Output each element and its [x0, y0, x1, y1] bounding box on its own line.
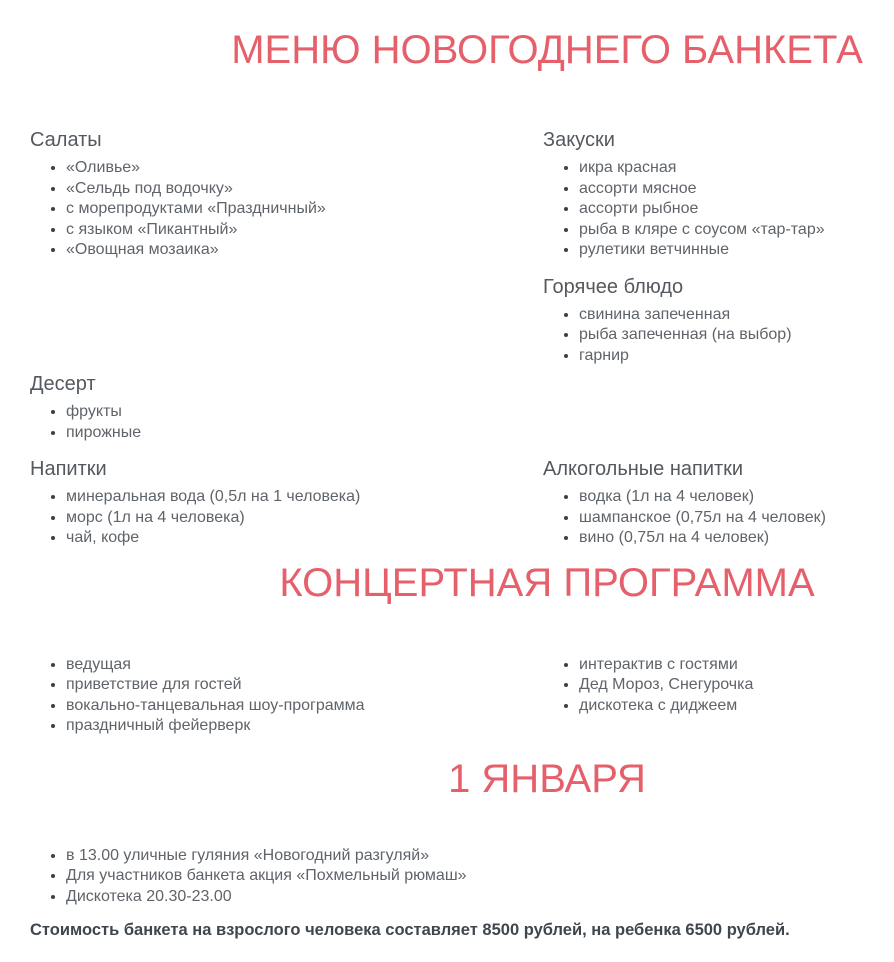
list-item: • «Оливье»: [66, 158, 543, 179]
list-item: • Для участников банкета акция «Похмельный рюмаш»: [66, 866, 880, 887]
section-snacks: [543, 128, 880, 261]
january-events-list: [30, 846, 880, 908]
list-item: • ассорти рыбное: [579, 199, 880, 220]
drinks-list: [30, 487, 543, 549]
list-item: • чай, кофе: [66, 528, 543, 549]
section-hot-dish: [543, 275, 880, 367]
drinks-heading: Напитки: [30, 458, 107, 480]
hot-dish-list: [543, 305, 880, 367]
list-item: • «Сельдь под водочку»: [66, 179, 543, 200]
section-drinks: [30, 457, 543, 549]
list-item: • шампанское (0,75л на 4 человек): [579, 508, 880, 529]
list-item: • с языком «Пикантный»: [66, 220, 543, 241]
alcohol-list: [543, 487, 880, 549]
list-item: • рулетики ветчинные: [579, 240, 880, 261]
list-item: • дискотека с диджеем: [579, 696, 880, 717]
section-dessert: [30, 372, 543, 443]
list-item: • ассорти мясное: [579, 179, 880, 200]
menu-sections: [30, 128, 880, 549]
list-item: • в 13.00 уличные гуляния «Новогодний разгуляй»: [66, 846, 880, 867]
menu-right-column: [543, 128, 880, 366]
list-item: • «Овощная мозаика»: [66, 240, 543, 261]
dessert-list: [30, 402, 543, 443]
list-item: • интерактив с гостями: [579, 655, 880, 676]
list-item: • свинина запеченная: [579, 305, 880, 326]
section-salads: [30, 128, 543, 366]
list-item: • фрукты: [66, 402, 543, 423]
list-item: • ведущая: [66, 655, 543, 676]
list-item: • водка (1л на 4 человек): [579, 487, 880, 508]
list-item: • гарнир: [579, 346, 880, 367]
dessert-heading: Десерт: [30, 373, 96, 395]
price-note: Стоимость банкета на взрослого человека составляет 8500 рублей, на ребенка 6500 рублей.: [30, 921, 790, 939]
salads-heading: Салаты: [30, 129, 102, 151]
list-item: • пирожные: [66, 423, 543, 444]
snacks-list: [543, 158, 880, 261]
section-alcohol: [543, 457, 880, 549]
list-item: • рыба запеченная (на выбор): [579, 325, 880, 346]
list-item: • минеральная вода (0,5л на 1 человека): [66, 487, 543, 508]
alcohol-heading: Алкогольные напитки: [543, 458, 744, 480]
list-item: • вокально-танцевальная шоу-программа: [66, 696, 543, 717]
hot-dish-heading: Горячее блюдо: [543, 275, 684, 298]
concert-right-column: [543, 655, 880, 737]
concert-left-column: [30, 655, 543, 737]
list-item: • Дед Мороз, Снегурочка: [579, 675, 880, 696]
concert-right-list: [543, 655, 880, 717]
list-item: • морс (1л на 4 человека): [66, 508, 543, 529]
list-item: • приветствие для гостей: [66, 675, 543, 696]
list-item: • рыба в кляре с соусом «тар-тар»: [579, 220, 880, 241]
list-item: • икра красная: [579, 158, 880, 179]
list-item: • праздничный фейерверк: [66, 716, 543, 737]
salads-list: [30, 158, 543, 261]
concert-program-sections: [30, 655, 880, 737]
concert-left-list: [30, 655, 543, 737]
list-item: • с морепродуктами «Праздничный»: [66, 199, 543, 220]
list-item: • вино (0,75л на 4 человек): [579, 528, 880, 549]
page-title: МЕНЮ НОВОГОДНЕГО БАНКЕТА: [231, 28, 863, 72]
list-item: • Дискотека 20.30-23.00: [66, 887, 880, 908]
snacks-heading: Закуски: [543, 129, 615, 151]
january-first-title: 1 ЯНВАРЯ: [448, 756, 646, 801]
concert-program-title: КОНЦЕРТНАЯ ПРОГРАММА: [279, 560, 815, 605]
